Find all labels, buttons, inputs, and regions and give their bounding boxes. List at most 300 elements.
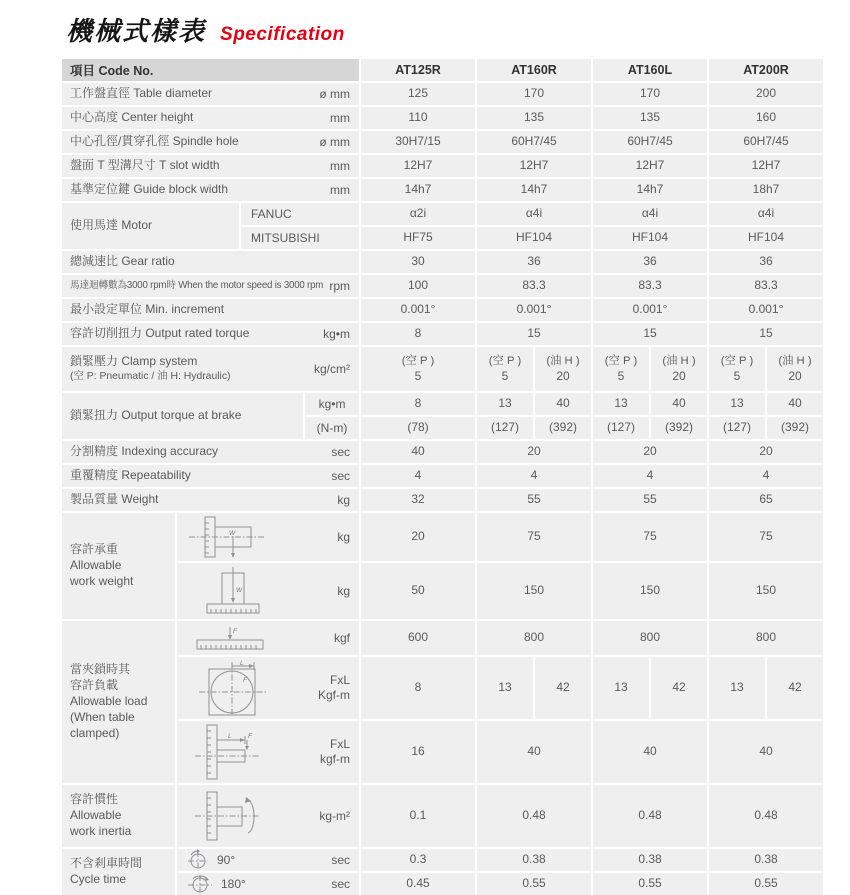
table-row [62, 465, 823, 487]
header-code-no [62, 59, 359, 81]
table-row [177, 657, 823, 719]
value-text: 13 [730, 396, 744, 411]
value-part [361, 441, 475, 463]
value-cell [593, 441, 707, 463]
value-cell [361, 251, 475, 273]
value-text: 4 [530, 468, 538, 483]
value-text: 110 [408, 110, 428, 125]
value-part [593, 299, 707, 321]
value-part [593, 251, 707, 273]
sub-label: (N-m) [316, 421, 348, 435]
value-part [477, 275, 591, 297]
value-cell [709, 251, 823, 273]
value-text: 36 [759, 254, 773, 269]
value-text: 12H7 [635, 158, 665, 173]
value-text: 8 [414, 680, 422, 695]
weight-horizontal-icon [187, 515, 283, 559]
section-label [62, 513, 175, 619]
unit-label: ø mm [319, 134, 350, 149]
value-cell [477, 489, 591, 511]
table-section [62, 155, 823, 177]
model-name: AT125R [395, 62, 441, 77]
value-part [767, 393, 823, 415]
svg-text:F: F [248, 733, 252, 740]
value-text: 20 [556, 368, 570, 383]
load-face-icon [187, 659, 283, 717]
section-rows [177, 849, 823, 895]
value-cell [477, 275, 591, 297]
value-part [593, 323, 707, 345]
value-text: 13 [614, 396, 628, 411]
value-text: 0.55 [638, 876, 662, 891]
value-part [709, 465, 823, 487]
value-part [361, 131, 475, 153]
value-text: 0.001° [632, 302, 668, 317]
value-part [709, 275, 823, 297]
value-part [709, 417, 765, 439]
value-text: 20 [411, 529, 425, 544]
value-part [361, 785, 475, 847]
value-cell [709, 83, 823, 105]
value-cell [709, 131, 823, 153]
header-code-no-label: 項目 Code No. [70, 64, 154, 78]
section-label-line: Cycle time [70, 872, 127, 886]
value-cell [477, 83, 591, 105]
diagram-cell [177, 621, 359, 655]
header-column-text [709, 59, 823, 81]
table-row [62, 275, 823, 297]
header-column-text [361, 59, 475, 81]
unit-label: rpm [329, 278, 350, 293]
value-part [477, 131, 591, 153]
value-text: 0.001° [516, 302, 552, 317]
value-cell [361, 465, 475, 487]
value-part [361, 275, 475, 297]
table-section [62, 785, 823, 847]
weight-vertical-icon [187, 566, 283, 616]
value-cell [361, 563, 475, 619]
value-text: 5 [501, 368, 509, 383]
value-cell [709, 323, 823, 345]
value-cell [593, 155, 707, 177]
value-cell [709, 179, 823, 201]
value-cell [361, 417, 475, 439]
value-part [709, 873, 823, 895]
row-label-cell [62, 131, 359, 153]
value-cell [593, 83, 707, 105]
header-column-text [477, 59, 591, 81]
value-cell [709, 873, 823, 895]
row-label-cell [62, 465, 359, 487]
load-top-icon [187, 623, 283, 653]
header-column [593, 59, 707, 81]
table-row [177, 513, 823, 561]
value-part [477, 657, 533, 719]
svg-text:W: W [229, 530, 236, 537]
table-row [62, 299, 823, 321]
value-cell [593, 299, 707, 321]
svg-text:W: W [236, 587, 243, 594]
value-part [709, 849, 823, 871]
value-part [477, 179, 591, 201]
diagram-cell [177, 513, 359, 561]
row-label-line: 基準定位鍵 Guide block width [70, 182, 229, 197]
sub-label: kg•m [318, 397, 346, 411]
unit-label: sec [331, 468, 350, 483]
value-text: 0.48 [754, 808, 778, 823]
row-label-cell [62, 179, 359, 201]
value-text: 40 [759, 744, 773, 759]
sub-label: MITSUBISHI [251, 231, 320, 245]
value-part [361, 489, 475, 511]
table-row [62, 107, 823, 129]
value-text: 150 [639, 583, 661, 598]
value-part [709, 441, 823, 463]
value-text: 0.38 [754, 852, 778, 867]
value-cell [593, 131, 707, 153]
section-label-line: 容許慣性 [70, 792, 119, 807]
value-cell [593, 465, 707, 487]
value-cell [593, 203, 707, 225]
unit-label [320, 737, 350, 767]
title-english: Specification [220, 24, 345, 45]
table-section [62, 513, 823, 619]
value-text: 20 [788, 368, 802, 383]
table-row [62, 83, 823, 105]
value-cell [709, 657, 823, 719]
value-part [709, 131, 823, 153]
row-label-line: 盤面 T 型溝尺寸 T slot width [70, 158, 220, 173]
value-text: 32 [411, 492, 425, 507]
value-cell [593, 849, 707, 871]
unit-label: kg•m [323, 326, 350, 341]
value-cell [361, 441, 475, 463]
value-part [361, 155, 475, 177]
row-label-line: 鎖緊壓力 Clamp system [70, 354, 198, 369]
value-cell [593, 721, 707, 783]
value-text: 83.3 [638, 278, 662, 293]
value-part [709, 155, 823, 177]
value-cell [477, 251, 591, 273]
value-cell [593, 227, 707, 249]
value-cell [361, 323, 475, 345]
diagram-cell [177, 563, 359, 619]
value-text: 30H7/15 [395, 134, 441, 149]
row-label-cell [62, 275, 359, 297]
value-cell [361, 299, 475, 321]
unit-label: kg-m² [319, 808, 350, 823]
unit-line: Kgf-m [317, 688, 350, 702]
table-row [62, 251, 823, 273]
value-text: 13 [614, 680, 628, 695]
sub-label-cell [305, 417, 359, 439]
value-cell [593, 489, 707, 511]
value-text: 36 [527, 254, 541, 269]
table-row [177, 563, 823, 619]
value-text: (空 P ) [401, 354, 435, 367]
value-text: 20 [672, 368, 686, 383]
table-row [62, 323, 823, 345]
sub-label-cell [241, 227, 359, 249]
value-cell [593, 347, 707, 391]
value-part [535, 417, 591, 439]
value-text: 150 [755, 583, 777, 598]
value-part [593, 179, 707, 201]
table-section [62, 83, 823, 105]
value-part [361, 299, 475, 321]
row-label-line: 分割精度 Indexing accuracy [70, 444, 219, 459]
value-text: 100 [407, 278, 429, 293]
value-text: 0.48 [522, 808, 546, 823]
value-text: 135 [523, 110, 545, 125]
table-row [305, 393, 823, 415]
value-text: 13 [498, 680, 512, 695]
section-label-line: 容許負載 [70, 678, 119, 693]
value-text: 12H7 [751, 158, 781, 173]
section-rows [62, 465, 823, 487]
row-label-line: 中心高度 Center height [70, 110, 194, 125]
value-part [593, 465, 707, 487]
section-label-line: Allowable [70, 808, 122, 823]
model-name: AT160R [511, 62, 557, 77]
table-header-row [62, 59, 823, 81]
value-part [593, 785, 707, 847]
value-part [593, 203, 707, 225]
value-cell [709, 513, 823, 561]
value-text: 0.3 [409, 852, 427, 867]
value-part [361, 323, 475, 345]
row-label-cell [62, 347, 359, 391]
value-part [361, 465, 475, 487]
diagram-cell [177, 785, 359, 847]
value-text: 13 [730, 680, 744, 695]
section-rows [62, 131, 823, 153]
value-cell [593, 107, 707, 129]
value-cell [477, 465, 591, 487]
value-cell [593, 563, 707, 619]
section-rows [62, 489, 823, 511]
value-cell [709, 849, 823, 871]
value-part [477, 251, 591, 273]
value-text: 0.48 [638, 808, 662, 823]
section-rows [62, 275, 823, 297]
value-text: α4i [757, 206, 775, 221]
value-part [361, 513, 475, 561]
sub-label-cell [305, 393, 359, 415]
value-part [361, 83, 475, 105]
table-row [177, 873, 823, 895]
value-part [651, 393, 707, 415]
table-row [62, 155, 823, 177]
value-text: 15 [643, 326, 657, 341]
value-text: 42 [788, 680, 802, 695]
section-label-line: Allowable load [70, 694, 148, 709]
section-rows [62, 251, 823, 273]
table-row [177, 621, 823, 655]
unit-line: kgf-m [320, 752, 350, 766]
value-part [709, 563, 823, 619]
row-label [70, 86, 319, 102]
value-part [477, 347, 533, 391]
value-part [477, 721, 591, 783]
section-rows [177, 513, 823, 619]
value-text: 60H7/45 [743, 134, 789, 149]
value-cell [709, 489, 823, 511]
row-label [70, 280, 329, 293]
table-section [62, 107, 823, 129]
value-part [709, 489, 823, 511]
value-part [593, 621, 707, 655]
value-text: 40 [643, 744, 657, 759]
value-text: 135 [639, 110, 661, 125]
value-part [593, 721, 707, 783]
value-text: (127) [606, 420, 635, 435]
value-text: α4i [641, 206, 659, 221]
value-text: 8 [414, 396, 422, 411]
value-part [477, 393, 533, 415]
table-section [62, 251, 823, 273]
value-part [477, 621, 591, 655]
value-part [593, 227, 707, 249]
model-name: AT200R [743, 62, 789, 77]
value-text: 160 [755, 110, 777, 125]
row-label-cell [62, 441, 359, 463]
value-cell [709, 721, 823, 783]
value-cell [477, 323, 591, 345]
unit-label: sec [331, 876, 350, 891]
value-part [535, 347, 591, 391]
value-part [593, 393, 649, 415]
value-part [709, 721, 823, 783]
value-cell [361, 513, 475, 561]
unit-label: mm [330, 158, 350, 173]
section-rows [62, 179, 823, 201]
value-cell [709, 203, 823, 225]
spec-table [62, 59, 823, 895]
section-rows [62, 83, 823, 105]
header-column [361, 59, 475, 81]
value-cell [709, 563, 823, 619]
value-part [535, 393, 591, 415]
value-cell [361, 721, 475, 783]
value-cell [709, 441, 823, 463]
value-text: 50 [411, 583, 425, 598]
value-part [477, 513, 591, 561]
value-text: 60H7/45 [511, 134, 557, 149]
value-part [651, 347, 707, 391]
section-rows [241, 203, 823, 249]
value-part [709, 299, 823, 321]
value-text: 800 [523, 630, 545, 645]
value-part [767, 417, 823, 439]
value-part [651, 657, 707, 719]
value-cell [361, 347, 475, 391]
value-part [709, 107, 823, 129]
value-part [709, 203, 823, 225]
value-text: HF104 [747, 230, 785, 245]
value-text: 125 [407, 86, 429, 101]
section-label [62, 393, 303, 439]
value-part [767, 657, 823, 719]
value-part [477, 227, 591, 249]
cycle-90-icon [187, 849, 209, 871]
section-label-line: 不含剎車時間 [70, 856, 143, 871]
row-label-cell [62, 323, 359, 345]
row-label-cell [62, 83, 359, 105]
value-cell [593, 323, 707, 345]
table-section [62, 131, 823, 153]
value-text: 18h7 [752, 182, 780, 197]
row-label [70, 302, 350, 318]
value-text: 0.1 [409, 808, 427, 823]
value-part [709, 323, 823, 345]
value-text: (127) [490, 420, 519, 435]
value-text: 0.55 [522, 876, 546, 891]
value-text: 4 [646, 468, 654, 483]
unit-label: sec [331, 852, 350, 867]
row-label-cell [62, 107, 359, 129]
value-text: 0.001° [748, 302, 784, 317]
value-part [709, 179, 823, 201]
value-cell [477, 179, 591, 201]
value-text: 5 [617, 368, 625, 383]
value-text: (392) [548, 420, 577, 435]
section-label-line: work weight [70, 573, 134, 588]
value-cell [477, 849, 591, 871]
table-row [62, 441, 823, 463]
value-text: 75 [527, 529, 541, 544]
value-part [361, 657, 475, 719]
unit-line: FxL [329, 673, 350, 687]
value-part [535, 657, 591, 719]
value-text: (78) [407, 420, 429, 435]
value-part [709, 393, 765, 415]
value-part [709, 621, 823, 655]
value-part [361, 393, 475, 415]
row-label-line: 工作盤直徑 Table diameter [70, 86, 213, 101]
inertia-icon [187, 787, 283, 845]
value-cell [361, 849, 475, 871]
value-cell [477, 155, 591, 177]
value-part [593, 347, 649, 391]
row-label-line: (空 P: Pneumatic / 油 H: Hydraulic) [70, 371, 231, 383]
value-part [477, 441, 591, 463]
value-text: 5 [733, 368, 741, 383]
value-text: 170 [523, 86, 545, 101]
value-cell [361, 657, 475, 719]
value-part [709, 347, 765, 391]
value-cell [361, 621, 475, 655]
value-text: (空 P ) [720, 354, 754, 367]
diagram-cell [177, 873, 359, 895]
value-text: 14h7 [520, 182, 548, 197]
row-label [70, 254, 350, 270]
unit-label: kgf [333, 630, 350, 645]
value-text: 600 [407, 630, 429, 645]
value-text: 20 [643, 444, 657, 459]
value-cell [361, 203, 475, 225]
value-text: 0.001° [400, 302, 436, 317]
value-text: HF104 [515, 230, 553, 245]
diagram-cell [177, 849, 359, 871]
value-part [477, 323, 591, 345]
value-cell [477, 299, 591, 321]
value-cell [477, 347, 591, 391]
value-cell [593, 873, 707, 895]
diagram-cell [177, 721, 359, 783]
row-label [70, 354, 314, 384]
row-label [70, 326, 323, 342]
